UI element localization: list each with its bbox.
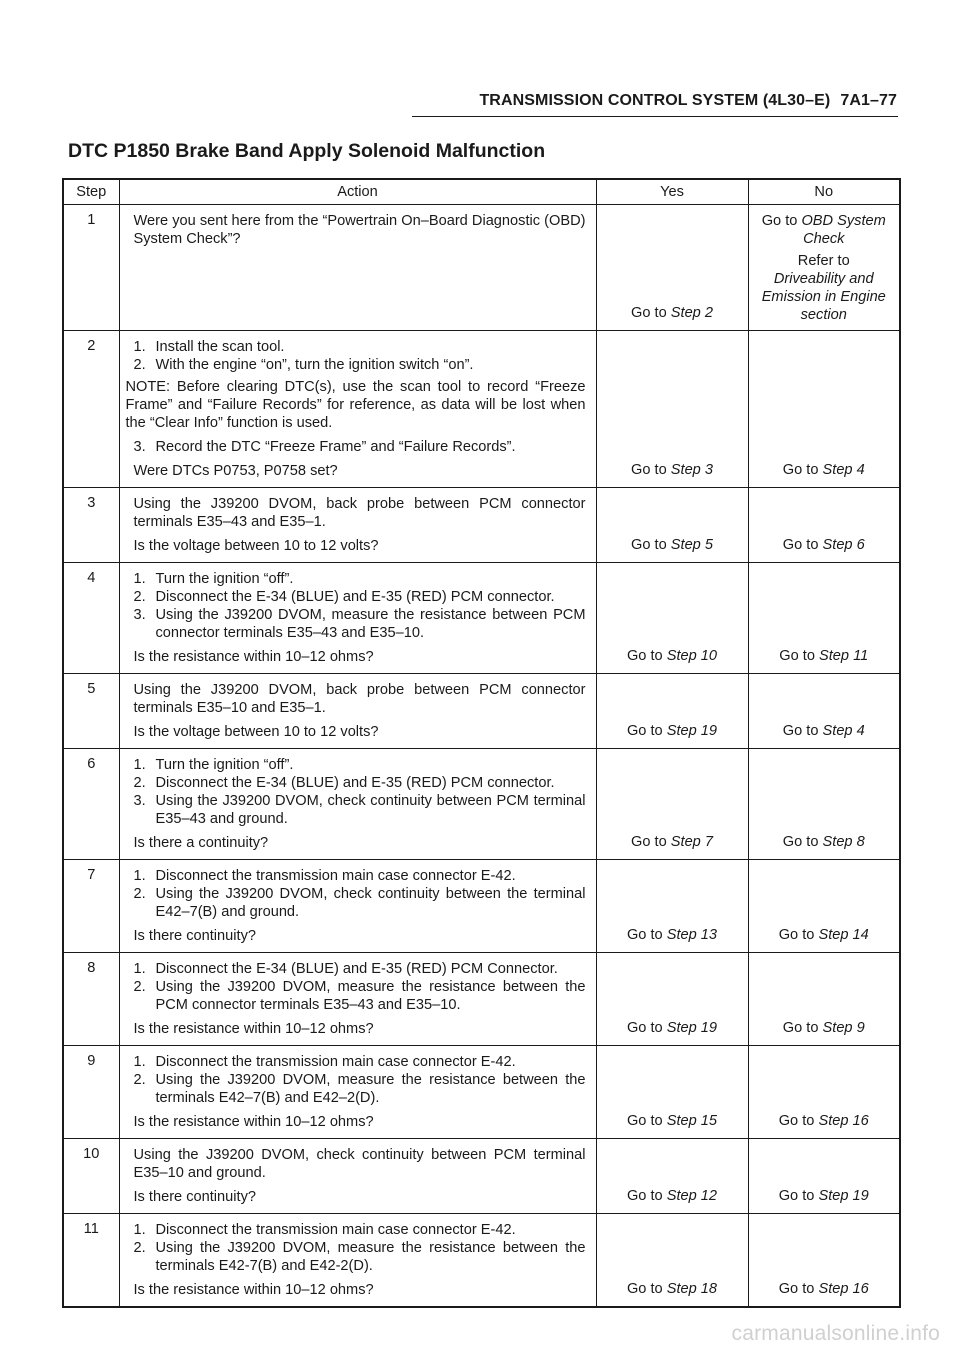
procedure-item-text: Turn the ignition “off”. bbox=[155, 757, 294, 773]
question-text: Were DTCs P0753, P0758 set? bbox=[133, 463, 338, 479]
no-cell bbox=[748, 205, 900, 331]
no-cell bbox=[748, 860, 900, 953]
yes-cell bbox=[596, 1214, 748, 1308]
procedure-item bbox=[126, 1221, 586, 1239]
refer-label: Refer to bbox=[797, 253, 850, 269]
no-target: Step 14 bbox=[818, 927, 869, 943]
action-cell bbox=[119, 205, 596, 331]
procedure-list bbox=[126, 570, 586, 642]
go-to-label: Go to bbox=[779, 648, 815, 664]
yes-cell bbox=[596, 563, 748, 674]
yes-cell bbox=[596, 860, 748, 953]
diagnostic-table bbox=[62, 178, 901, 1308]
page-title: DTC P1850 Brake Band Apply Solenoid Malfunction bbox=[68, 140, 546, 162]
column-header-step: Step bbox=[63, 179, 119, 205]
no-refer bbox=[749, 252, 900, 324]
procedure-item bbox=[126, 960, 586, 978]
yes-cell bbox=[596, 674, 748, 749]
procedure-item bbox=[126, 792, 586, 828]
yes-cell bbox=[596, 1046, 748, 1139]
table-row bbox=[63, 1046, 900, 1139]
note-text: NOTE: Before clearing DTC(s), use the scan tool to record “Freeze Frame” and “Failure Records” for reference, as data will be lost when the “Clear Info” function is used. bbox=[125, 379, 586, 431]
procedure-list bbox=[126, 867, 586, 921]
action-cell bbox=[119, 1139, 596, 1214]
table-row bbox=[63, 1214, 900, 1308]
yes-cell bbox=[596, 488, 748, 563]
no-cell bbox=[748, 749, 900, 860]
column-header-action: Action bbox=[119, 179, 596, 205]
no-cell bbox=[748, 331, 900, 488]
step-number: 6 bbox=[63, 749, 119, 860]
procedure-list bbox=[126, 338, 586, 374]
question-text: Is there continuity? bbox=[133, 928, 256, 944]
yes-target: Step 19 bbox=[666, 723, 718, 739]
procedure-item-text: Disconnect the E-34 (BLUE) and E-35 (RED) PCM connector. bbox=[155, 589, 555, 605]
procedure-item-text: Disconnect the transmission main case connector E-42. bbox=[155, 1054, 516, 1070]
procedure-item-text: Turn the ignition “off”. bbox=[155, 571, 294, 587]
action-cell bbox=[119, 488, 596, 563]
go-to-label: Go to bbox=[778, 1188, 815, 1204]
go-to-label: Go to bbox=[782, 1020, 819, 1036]
procedure-item bbox=[126, 588, 586, 606]
table-row bbox=[63, 331, 900, 488]
procedure-item-number: 2. bbox=[133, 1072, 146, 1088]
procedure-item bbox=[126, 606, 586, 642]
header-rule bbox=[412, 116, 898, 117]
procedure-item-text: Using the J39200 DVOM, check continuity between PCM terminal E35–43 and ground. bbox=[155, 793, 586, 827]
yes-target: Step 3 bbox=[670, 462, 713, 478]
yes-target: Step 7 bbox=[670, 834, 713, 850]
procedure-item-number: 1. bbox=[133, 868, 146, 884]
go-to-label: Go to bbox=[782, 723, 819, 739]
procedure-item bbox=[126, 885, 586, 921]
table-row bbox=[63, 1139, 900, 1214]
step-number: 4 bbox=[63, 563, 119, 674]
procedure-list bbox=[126, 1221, 586, 1275]
no-cell bbox=[748, 1046, 900, 1139]
step-number: 7 bbox=[63, 860, 119, 953]
go-to-label: Go to bbox=[782, 462, 819, 478]
step-number: 10 bbox=[63, 1139, 119, 1214]
yes-cell bbox=[596, 749, 748, 860]
step-number: 2 bbox=[63, 331, 119, 488]
yes-target: Step 15 bbox=[666, 1113, 718, 1129]
procedure-list bbox=[126, 756, 586, 828]
procedure-item bbox=[126, 867, 586, 885]
no-cell bbox=[748, 488, 900, 563]
table-row bbox=[63, 563, 900, 674]
action-cell bbox=[119, 953, 596, 1046]
question-text: Is there a continuity? bbox=[133, 835, 269, 851]
step-number: 8 bbox=[63, 953, 119, 1046]
procedure-item-text: Using the J39200 DVOM, check continuity between the terminal E42–7(B) and ground. bbox=[155, 886, 586, 920]
no-cell bbox=[748, 674, 900, 749]
question-text: Is the resistance within 10–12 ohms? bbox=[133, 1282, 374, 1298]
go-to-label: Go to bbox=[626, 648, 663, 664]
column-header-no: No bbox=[748, 179, 900, 205]
procedure-item bbox=[126, 1071, 586, 1107]
step-number: 9 bbox=[63, 1046, 119, 1139]
no-target: Step 16 bbox=[818, 1113, 869, 1129]
yes-target: Step 13 bbox=[666, 927, 718, 943]
procedure-item-number: 2. bbox=[133, 589, 146, 605]
step-number: 1 bbox=[63, 205, 119, 331]
go-to-label: Go to bbox=[631, 537, 667, 553]
table-row bbox=[63, 488, 900, 563]
procedure-item-number: 1. bbox=[133, 757, 146, 773]
table-row bbox=[63, 860, 900, 953]
procedure-item-number: 2. bbox=[133, 979, 146, 995]
procedure-item-text: Using the J39200 DVOM, measure the resistance between the PCM connector terminals E35–43 and E35–10. bbox=[155, 979, 586, 1013]
section-title: TRANSMISSION CONTROL SYSTEM (4L30–E) bbox=[479, 92, 831, 109]
table-row bbox=[63, 749, 900, 860]
question-text: Is the voltage between 10 to 12 volts? bbox=[133, 538, 379, 554]
procedure-item-number: 1. bbox=[133, 1054, 146, 1070]
table-row bbox=[63, 205, 900, 331]
procedure-item-number: 1. bbox=[133, 1222, 146, 1238]
no-target: Step 8 bbox=[822, 834, 865, 850]
go-to-label: Go to bbox=[778, 1113, 815, 1129]
step-number: 11 bbox=[63, 1214, 119, 1308]
procedure-item-number: 2. bbox=[133, 357, 146, 373]
action-cell bbox=[119, 674, 596, 749]
procedure-item-text: Disconnect the transmission main case connector E-42. bbox=[155, 868, 516, 884]
action-text: Using the J39200 DVOM, check continuity between PCM terminal E35–10 and ground. bbox=[133, 1147, 586, 1181]
procedure-item bbox=[126, 438, 586, 456]
question-text: Is the resistance within 10–12 ohms? bbox=[133, 1114, 374, 1130]
yes-target: Step 2 bbox=[670, 305, 713, 321]
table-row bbox=[63, 953, 900, 1046]
procedure-item-text: Disconnect the transmission main case connector E-42. bbox=[155, 1222, 516, 1238]
procedure-item-number: 3. bbox=[133, 793, 146, 809]
question-text: Is there continuity? bbox=[133, 1189, 256, 1205]
go-to-label: Go to bbox=[626, 927, 663, 943]
go-to-label: Go to bbox=[626, 1020, 663, 1036]
action-text: Using the J39200 DVOM, back probe between PCM connector terminals E35–10 and E35–1. bbox=[133, 682, 586, 716]
step-number: 3 bbox=[63, 488, 119, 563]
procedure-item-text: Disconnect the E-34 (BLUE) and E-35 (RED) PCM connector. bbox=[155, 775, 555, 791]
yes-cell bbox=[596, 331, 748, 488]
table-body bbox=[63, 205, 900, 1308]
go-to-label: Go to bbox=[626, 1188, 663, 1204]
no-target: Step 9 bbox=[822, 1020, 865, 1036]
page-number: 7A1–77 bbox=[840, 92, 897, 109]
yes-target: Step 10 bbox=[666, 648, 718, 664]
procedure-item bbox=[126, 978, 586, 1014]
go-to-label: Go to bbox=[631, 462, 667, 478]
yes-target: Step 18 bbox=[666, 1281, 718, 1297]
go-to-label: Go to bbox=[631, 305, 667, 321]
no-go-to bbox=[749, 212, 900, 248]
procedure-item-number: 1. bbox=[133, 339, 146, 355]
procedure-item bbox=[126, 756, 586, 774]
go-to-label: Go to bbox=[626, 1281, 663, 1297]
procedure-list bbox=[126, 438, 586, 456]
no-target: Step 11 bbox=[819, 648, 869, 664]
procedure-item bbox=[126, 774, 586, 792]
procedure-item bbox=[126, 1239, 586, 1275]
procedure-item-number: 2. bbox=[133, 886, 146, 902]
go-to-label: Go to bbox=[631, 834, 667, 850]
yes-target: Step 5 bbox=[670, 537, 713, 553]
no-target: Step 4 bbox=[822, 723, 865, 739]
go-to-label: Go to bbox=[626, 1113, 663, 1129]
go-to-label: Go to bbox=[778, 927, 815, 943]
go-to-label: Go to bbox=[626, 723, 663, 739]
no-target: Step 6 bbox=[822, 537, 865, 553]
go-to-label: Go to bbox=[782, 834, 819, 850]
procedure-item-text: Using the J39200 DVOM, measure the resistance between the terminals E42-7(B) and E42-2(D). bbox=[155, 1240, 586, 1274]
question-text: Is the resistance within 10–12 ohms? bbox=[133, 649, 374, 665]
go-to-label: Go to bbox=[778, 1281, 815, 1297]
procedure-item-number: 1. bbox=[133, 961, 146, 977]
procedure-item-text: Record the DTC “Freeze Frame” and “Failure Records”. bbox=[155, 439, 516, 455]
no-target: Step 4 bbox=[822, 462, 865, 478]
no-target: Step 16 bbox=[818, 1281, 869, 1297]
procedure-item-number: 3. bbox=[133, 439, 146, 455]
no-target: OBD System Check bbox=[801, 213, 886, 247]
action-cell bbox=[119, 1214, 596, 1308]
page-header bbox=[479, 92, 897, 110]
action-cell bbox=[119, 331, 596, 488]
no-cell bbox=[748, 563, 900, 674]
procedure-item bbox=[126, 356, 586, 374]
yes-cell bbox=[596, 205, 748, 331]
procedure-list bbox=[126, 1053, 586, 1107]
procedure-item-text: Using the J39200 DVOM, measure the resistance between the terminals E42–7(B) and E42–2(D). bbox=[155, 1072, 586, 1106]
action-text: Using the J39200 DVOM, back probe between PCM connector terminals E35–43 and E35–1. bbox=[133, 496, 586, 530]
go-to-label: Go to bbox=[761, 213, 798, 229]
procedure-item bbox=[126, 570, 586, 588]
procedure-item-text: With the engine “on”, turn the ignition switch “on”. bbox=[155, 357, 474, 373]
refer-target: Driveability and Emission in Engine section bbox=[761, 271, 886, 323]
yes-cell bbox=[596, 1139, 748, 1214]
action-text: Were you sent here from the “Powertrain On–Board Diagnostic (OBD) System Check”? bbox=[133, 213, 586, 247]
table-header-row bbox=[63, 179, 900, 205]
action-cell bbox=[119, 749, 596, 860]
action-cell bbox=[119, 860, 596, 953]
question-text: Is the voltage between 10 to 12 volts? bbox=[133, 724, 379, 740]
no-cell bbox=[748, 1139, 900, 1214]
procedure-item-number: 2. bbox=[133, 1240, 146, 1256]
column-header-yes: Yes bbox=[596, 179, 748, 205]
question-text: Is the resistance within 10–12 ohms? bbox=[133, 1021, 374, 1037]
watermark: carmanualsonline.info bbox=[731, 1322, 940, 1345]
procedure-item-text: Disconnect the E-34 (BLUE) and E-35 (RED) PCM Connector. bbox=[155, 961, 558, 977]
no-target: Step 19 bbox=[818, 1188, 869, 1204]
no-cell bbox=[748, 953, 900, 1046]
procedure-item-number: 1. bbox=[133, 571, 146, 587]
go-to-label: Go to bbox=[782, 537, 819, 553]
yes-cell bbox=[596, 953, 748, 1046]
procedure-item bbox=[126, 1053, 586, 1071]
no-cell bbox=[748, 1214, 900, 1308]
yes-target: Step 19 bbox=[666, 1020, 718, 1036]
table-row bbox=[63, 674, 900, 749]
procedure-item-number: 2. bbox=[133, 775, 146, 791]
procedure-list bbox=[126, 960, 586, 1014]
yes-target: Step 12 bbox=[666, 1188, 718, 1204]
procedure-item-number: 3. bbox=[133, 607, 146, 623]
procedure-item bbox=[126, 338, 586, 356]
action-cell bbox=[119, 1046, 596, 1139]
step-number: 5 bbox=[63, 674, 119, 749]
procedure-item-text: Install the scan tool. bbox=[155, 339, 285, 355]
action-cell bbox=[119, 563, 596, 674]
procedure-item-text: Using the J39200 DVOM, measure the resistance between PCM connector terminals E35–43 and E35–10. bbox=[155, 607, 586, 641]
